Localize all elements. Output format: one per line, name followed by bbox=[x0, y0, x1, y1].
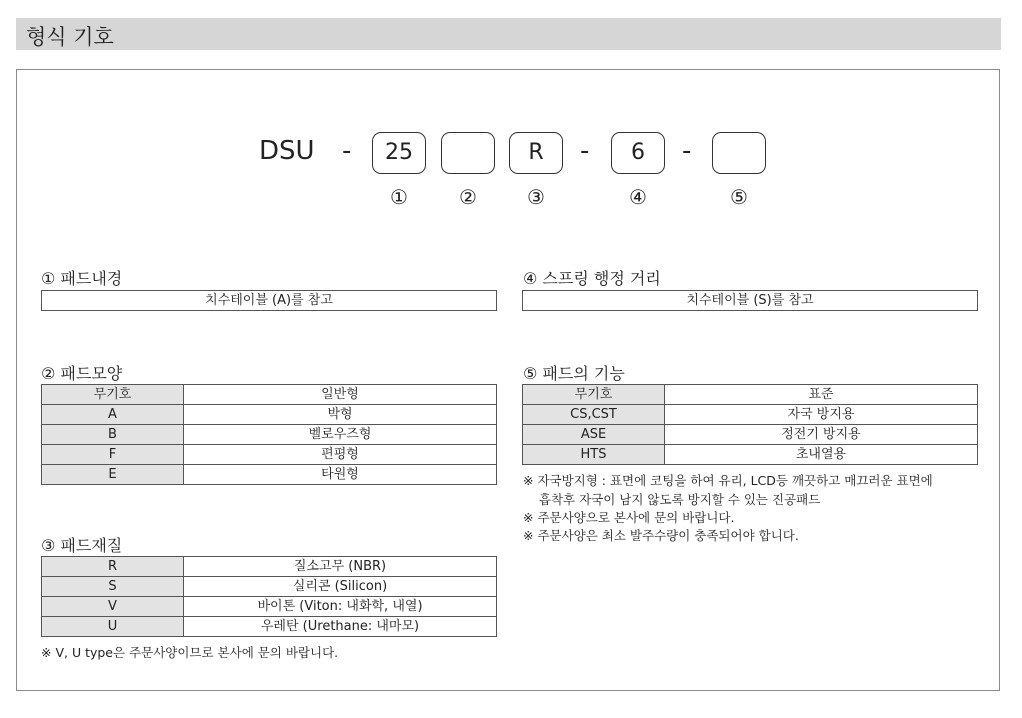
pad-function-table bbox=[522, 384, 978, 465]
table-row bbox=[42, 385, 497, 405]
spring-stroke-ref: 치수테이블 (S)를 참고 bbox=[522, 290, 978, 311]
code-box-1: 25 bbox=[372, 132, 426, 174]
code-cell: V bbox=[42, 597, 184, 617]
function-note-3: ※ 주문사양으로 본사에 문의 바랍니다. bbox=[523, 510, 735, 525]
code-box-5 bbox=[712, 132, 766, 174]
code-cell: U bbox=[42, 617, 184, 637]
pad-shape-table bbox=[41, 384, 497, 485]
table-row bbox=[42, 597, 497, 617]
desc-cell: 실리콘 (Silicon) bbox=[184, 577, 497, 597]
code-cell: S bbox=[42, 577, 184, 597]
table-row bbox=[42, 465, 497, 485]
section-header bbox=[16, 18, 1001, 50]
page-title: 형식 기호 bbox=[26, 25, 114, 49]
table-row bbox=[42, 445, 497, 465]
model-dash: - bbox=[342, 136, 352, 166]
desc-cell: 벨로우즈형 bbox=[184, 425, 497, 445]
model-prefix: DSU bbox=[259, 136, 315, 166]
code-cell: 무기호 bbox=[523, 385, 665, 405]
code-cell: F bbox=[42, 445, 184, 465]
code-box-2 bbox=[441, 132, 495, 174]
table-row bbox=[42, 617, 497, 637]
table-row bbox=[523, 445, 978, 465]
desc-cell: 바이톤 (Viton: 내화학, 내열) bbox=[184, 597, 497, 617]
function-note-1: ※ 자국방지형 : 표면에 코팅을 하여 유리, LCD등 깨끗하고 매끄러운 표면에 bbox=[523, 473, 933, 488]
code-cell: A bbox=[42, 405, 184, 425]
code-cell: 무기호 bbox=[42, 385, 184, 405]
code-cell: E bbox=[42, 465, 184, 485]
desc-cell: 박형 bbox=[184, 405, 497, 425]
pad-material-table bbox=[41, 556, 497, 637]
code-cell: HTS bbox=[523, 445, 665, 465]
code-cell: R bbox=[42, 557, 184, 577]
section-title-spring-stroke: ④ 스프링 행정 거리 bbox=[523, 269, 661, 288]
table-row bbox=[523, 425, 978, 445]
marker-3: ③ bbox=[527, 185, 545, 209]
desc-cell: 우레탄 (Urethane: 내마모) bbox=[184, 617, 497, 637]
function-note-4: ※ 주문사양은 최소 발주수량이 충족되어야 합니다. bbox=[523, 528, 799, 543]
desc-cell: 초내열용 bbox=[665, 445, 978, 465]
code-cell: B bbox=[42, 425, 184, 445]
marker-5: ⑤ bbox=[730, 185, 748, 209]
marker-2: ② bbox=[459, 185, 477, 209]
desc-cell: 자국 방지용 bbox=[665, 405, 978, 425]
code-cell: ASE bbox=[523, 425, 665, 445]
code-box-4: 6 bbox=[611, 132, 665, 174]
table-row bbox=[42, 557, 497, 577]
desc-cell: 타원형 bbox=[184, 465, 497, 485]
model-dash: - bbox=[682, 136, 692, 166]
material-note: ※ V, U type은 주문사양이므로 본사에 문의 바랍니다. bbox=[41, 645, 339, 660]
desc-cell: 표준 bbox=[665, 385, 978, 405]
section-title-pad-shape: ② 패드모양 bbox=[41, 364, 123, 383]
function-note-2: 흡착후 자국이 남지 않도록 방지할 수 있는 진공패드 bbox=[523, 492, 821, 507]
code-box-3: R bbox=[509, 132, 563, 174]
desc-cell: 편평형 bbox=[184, 445, 497, 465]
table-row bbox=[42, 577, 497, 597]
code-cell: CS,CST bbox=[523, 405, 665, 425]
table-row bbox=[42, 425, 497, 445]
section-title-pad-function: ⑤ 패드의 기능 bbox=[523, 364, 625, 383]
desc-cell: 정전기 방지용 bbox=[665, 425, 978, 445]
table-row bbox=[42, 405, 497, 425]
marker-4: ④ bbox=[629, 185, 647, 209]
section-title-pad-material: ③ 패드재질 bbox=[41, 536, 123, 555]
desc-cell: 일반형 bbox=[184, 385, 497, 405]
table-row bbox=[523, 385, 978, 405]
section-title-pad-diameter: ① 패드내경 bbox=[41, 269, 123, 288]
desc-cell: 질소고무 (NBR) bbox=[184, 557, 497, 577]
model-dash: - bbox=[580, 136, 590, 166]
marker-1: ① bbox=[390, 185, 408, 209]
pad-diameter-ref: 치수테이블 (A)를 참고 bbox=[41, 290, 497, 311]
table-row bbox=[523, 405, 978, 425]
